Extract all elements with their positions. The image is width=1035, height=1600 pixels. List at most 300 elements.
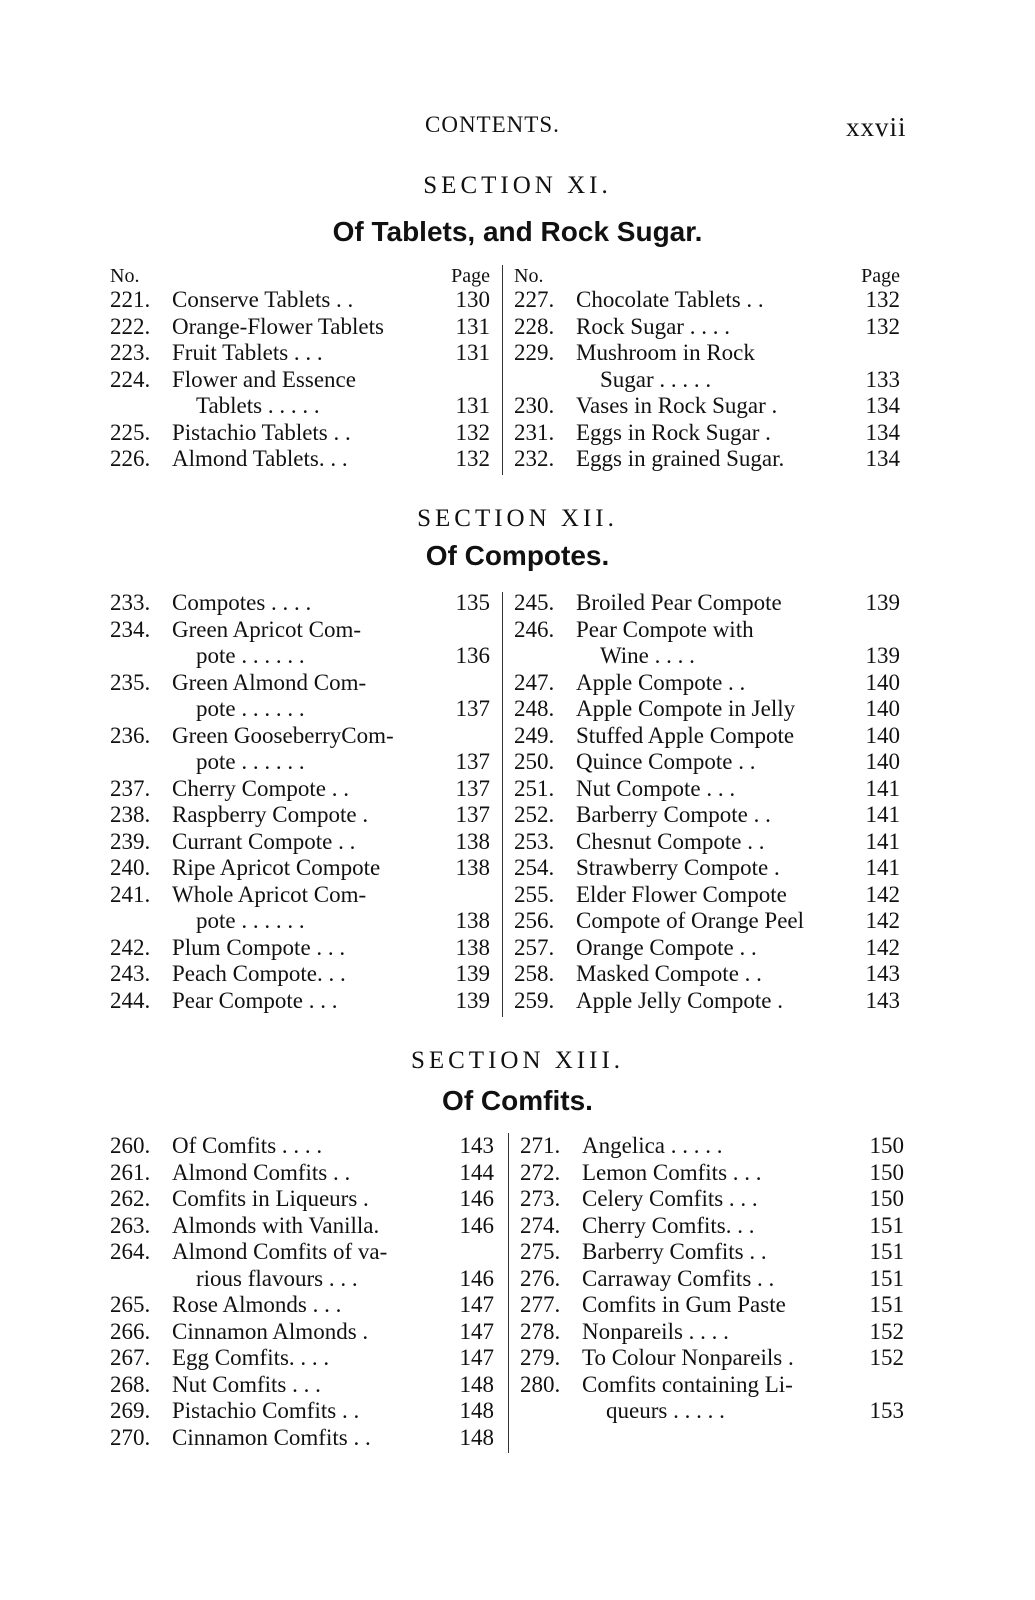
entry-page: 143 (459, 1133, 494, 1158)
entry-page: 141 (865, 828, 900, 854)
entry-number: 260. (110, 1133, 151, 1158)
toc-entry (514, 420, 900, 447)
entry-number: 237. (110, 775, 151, 801)
entry-title: Eggs in grained Sugar. (576, 446, 785, 471)
entry-title: Apple Jelly Compote . (576, 987, 783, 1013)
toc-entry (110, 590, 490, 617)
entry-number: 236. (110, 722, 151, 748)
toc-entry-line (110, 287, 490, 314)
entry-number: 247. (514, 669, 555, 695)
entry-title: Angelica . . . . . (582, 1133, 723, 1158)
entry-title: Orange-Flower Tablets (172, 313, 384, 339)
entry-title: Barberry Compote . . (576, 802, 771, 827)
toc-column-left (110, 265, 490, 473)
entry-number: 255. (514, 881, 555, 907)
toc-entry (110, 1133, 494, 1160)
toc-entry-line (514, 446, 900, 473)
toc-entry-line (520, 1213, 904, 1240)
toc-entry-line (110, 643, 490, 670)
toc-entry-line (110, 367, 490, 394)
toc-entry-line (514, 393, 900, 420)
toc-entry (110, 340, 490, 367)
toc-entry (110, 829, 490, 856)
toc-entry (110, 1372, 494, 1399)
entry-title: Cinnamon Comfits . . (172, 1424, 371, 1450)
entry-title: Flower and Essence (172, 366, 356, 392)
running-head-title: CONTENTS. (425, 112, 560, 137)
entry-page: 141 (865, 855, 900, 880)
section-title: Of Tablets, and Rock Sugar. (332, 216, 703, 247)
column-header (514, 265, 900, 287)
toc-entry-line (514, 723, 900, 750)
toc-entry-line (110, 670, 490, 697)
entry-number: 279. (520, 1345, 561, 1370)
toc-entry (110, 287, 490, 314)
toc-entry-line (514, 340, 900, 367)
entry-page: 134 (865, 393, 900, 418)
entry-page: 134 (865, 446, 900, 471)
toc-entry-line (110, 340, 490, 367)
toc-entry-line (514, 643, 900, 670)
toc-entry (110, 670, 490, 723)
entry-title: Celery Comfits . . . (582, 1186, 758, 1211)
toc-entry-line (520, 1398, 904, 1425)
entry-number: 277. (520, 1292, 561, 1317)
entry-number: 265. (110, 1292, 151, 1317)
toc-entry-line (520, 1372, 904, 1399)
toc-entry-line (514, 882, 900, 909)
entry-page: 151 (869, 1239, 904, 1264)
toc-entry-line (110, 776, 490, 803)
entry-page: 148 (459, 1371, 494, 1397)
toc-entry-line (514, 855, 900, 882)
toc-entry (520, 1160, 904, 1187)
entry-title: Conserve Tablets . . (172, 287, 354, 312)
toc-entry-line (514, 617, 900, 644)
entry-title: Fruit Tablets . . . (172, 340, 323, 365)
entry-page: 152 (869, 1345, 904, 1370)
toc-entry (110, 1398, 494, 1425)
entry-title: Pear Compote . . . (172, 987, 338, 1013)
entry-number: 245. (514, 590, 555, 615)
entry-page: 138 (455, 908, 490, 933)
entry-number: 267. (110, 1345, 151, 1370)
toc-entry-line (110, 1133, 494, 1160)
entry-page: 142 (865, 881, 900, 907)
entry-title: Comfits in Gum Paste (582, 1292, 786, 1317)
entry-page: 147 (459, 1318, 494, 1344)
entry-number: 231. (514, 419, 555, 445)
entry-title: Almonds with Vanilla. (172, 1212, 380, 1238)
toc-entry-line (514, 908, 900, 935)
toc-entry-line (110, 420, 490, 447)
entry-number: 262. (110, 1186, 151, 1211)
entry-page: 148 (459, 1398, 494, 1423)
entry-page: 142 (865, 908, 900, 933)
entry-number: 230. (514, 393, 555, 418)
entry-title: Chesnut Compote . . (576, 828, 765, 854)
toc-entry (514, 802, 900, 829)
entry-title: Rose Almonds . . . (172, 1292, 342, 1317)
entry-number: 280. (520, 1371, 561, 1397)
entry-page: 132 (865, 313, 900, 339)
toc-entry (520, 1239, 904, 1266)
toc-entry (110, 776, 490, 803)
entry-title: Almond Comfits . . (172, 1159, 351, 1185)
page-number: xxvii (846, 112, 907, 142)
entry-page: 133 (865, 366, 900, 392)
entry-page: 142 (865, 934, 900, 960)
toc-entry-line (110, 988, 490, 1015)
entry-number: 234. (110, 616, 151, 642)
entry-page: 151 (869, 1292, 904, 1317)
entry-page: 140 (865, 749, 900, 774)
toc-entry-line (110, 696, 490, 723)
entry-page: 139 (455, 987, 490, 1013)
toc-entry (520, 1319, 904, 1346)
entry-page: 147 (459, 1345, 494, 1370)
entry-page: 135 (455, 590, 490, 615)
entry-page: 131 (455, 313, 490, 339)
entry-title: Green GooseberryCom- (172, 722, 394, 748)
entry-page: 137 (455, 696, 490, 721)
entry-page: 136 (455, 643, 490, 668)
toc-entry-line (110, 1425, 494, 1452)
entry-number: 222. (110, 313, 151, 339)
entry-title: Carraway Comfits . . (582, 1265, 775, 1291)
entry-page: 138 (455, 855, 490, 880)
toc-entry (520, 1292, 904, 1319)
entry-page: 151 (869, 1265, 904, 1291)
entry-title: Green Apricot Com- (172, 616, 362, 642)
entry-title: Green Almond Com- (172, 669, 367, 695)
entry-page: 141 (865, 775, 900, 801)
entry-number: 246. (514, 616, 555, 642)
entry-page: 153 (869, 1398, 904, 1423)
toc-entry (514, 287, 900, 314)
entry-page: 138 (455, 828, 490, 854)
toc-entry (110, 1425, 494, 1452)
entry-title: pote . . . . . . (196, 749, 305, 774)
toc-entry-line (110, 314, 490, 341)
toc-entry (514, 393, 900, 420)
entry-number: 243. (110, 961, 151, 986)
entry-number: 274. (520, 1212, 561, 1238)
entry-number: 249. (514, 722, 555, 748)
toc-entry-line (110, 1213, 494, 1240)
entry-title: Mushroom in Rock (576, 340, 755, 365)
entry-page: 139 (865, 643, 900, 668)
toc-entry (110, 723, 490, 776)
toc-entry-line (110, 590, 490, 617)
toc-entry (520, 1133, 904, 1160)
entry-page: 143 (865, 961, 900, 986)
entry-title: Ripe Apricot Compote (172, 855, 381, 880)
toc-entry (110, 367, 490, 420)
column-divider (508, 1133, 509, 1453)
entry-title: Cherry Comfits. . . (582, 1212, 755, 1238)
toc-entry (514, 855, 900, 882)
toc-entry (110, 446, 490, 473)
entry-page: 152 (869, 1318, 904, 1344)
toc-entry-line (520, 1292, 904, 1319)
entry-page: 137 (455, 802, 490, 827)
entry-title: pote . . . . . . (196, 696, 305, 721)
entry-title: Barberry Comfits . . (582, 1239, 767, 1264)
entry-title: Peach Compote. . . (172, 961, 346, 986)
toc-entry (110, 935, 490, 962)
entry-title: Sugar . . . . . (600, 366, 712, 392)
toc-entry (110, 1319, 494, 1346)
toc-entry-line (110, 1398, 494, 1425)
toc-entry-line (514, 590, 900, 617)
toc-entry (110, 1239, 494, 1292)
toc-entry-line (520, 1160, 904, 1187)
toc-entry-line (110, 935, 490, 962)
toc-entry-line (520, 1266, 904, 1293)
entry-number: 253. (514, 828, 555, 854)
toc-entry-line (520, 1133, 904, 1160)
entry-number: 263. (110, 1212, 151, 1238)
toc-entry (514, 696, 900, 723)
toc-entry-line (110, 882, 490, 909)
toc-entry (520, 1213, 904, 1240)
toc-entry (514, 935, 900, 962)
entry-page: 141 (865, 802, 900, 827)
entry-title: rious flavours . . . (196, 1265, 358, 1291)
entry-page: 140 (865, 722, 900, 748)
toc-entry-line (514, 314, 900, 341)
toc-entry-line (110, 1319, 494, 1346)
entry-page: 131 (455, 393, 490, 418)
toc-entry-line (110, 1372, 494, 1399)
entry-number: 258. (514, 961, 555, 986)
toc-entry-line (110, 1239, 494, 1266)
entry-number: 229. (514, 340, 555, 365)
entry-page: 148 (459, 1424, 494, 1450)
toc-entry (514, 988, 900, 1015)
toc-entry-line (110, 1345, 494, 1372)
entry-number: 248. (514, 696, 555, 721)
entry-number: 228. (514, 313, 555, 339)
entry-number: 235. (110, 669, 151, 695)
entry-number: 232. (514, 446, 555, 471)
toc-entry (514, 882, 900, 909)
entry-number: 278. (520, 1318, 561, 1344)
column-divider (502, 592, 503, 1017)
toc-entry-line (514, 802, 900, 829)
toc-entry (110, 1292, 494, 1319)
toc-entry-line (110, 829, 490, 856)
entry-title: Almond Tablets. . . (172, 446, 348, 471)
toc-entry (520, 1372, 904, 1425)
entry-page: 140 (865, 669, 900, 695)
entry-page: 134 (865, 419, 900, 445)
header-page: Page (861, 265, 900, 287)
entry-page: 137 (455, 775, 490, 801)
entry-page: 139 (455, 961, 490, 986)
toc-column-left (110, 1133, 494, 1451)
toc-entry-line (514, 749, 900, 776)
toc-entry (110, 988, 490, 1015)
toc-entry-line (514, 696, 900, 723)
entry-page: 132 (455, 419, 490, 445)
toc-entry (514, 670, 900, 697)
toc-entry-line (514, 829, 900, 856)
toc-entry (514, 340, 900, 393)
toc-entry-line (520, 1186, 904, 1213)
entry-page: 132 (865, 287, 900, 312)
entry-title: Whole Apricot Com- (172, 881, 367, 907)
entry-number: 273. (520, 1186, 561, 1211)
toc-entry-line (520, 1319, 904, 1346)
entry-page: 146 (459, 1186, 494, 1211)
toc-entry (514, 590, 900, 617)
entry-title: Apple Compote . . (576, 669, 746, 695)
entry-page: 150 (869, 1186, 904, 1211)
entry-number: 233. (110, 590, 151, 615)
toc-entry-line (110, 723, 490, 750)
entry-title: Stuffed Apple Compote (576, 722, 795, 748)
entry-number: 223. (110, 340, 151, 365)
entry-number: 261. (110, 1159, 151, 1185)
toc-entry-line (110, 446, 490, 473)
entry-page: 137 (455, 749, 490, 774)
entry-title: Raspberry Compote . (172, 802, 369, 827)
entry-number: 269. (110, 1398, 151, 1423)
entry-page: 143 (865, 987, 900, 1013)
toc-entry (110, 420, 490, 447)
entry-number: 227. (514, 287, 555, 312)
entry-number: 272. (520, 1159, 561, 1185)
entry-title: Compote of Orange Peel (576, 908, 805, 933)
entry-page: 146 (459, 1212, 494, 1238)
toc-entry-line (110, 961, 490, 988)
running-head (0, 112, 1035, 142)
toc-entry-line (110, 1160, 494, 1187)
entry-title: Comfits containing Li- (582, 1371, 793, 1397)
entry-title: pote . . . . . . (196, 908, 305, 933)
entry-title: Cherry Compote . . (172, 775, 349, 801)
entry-number: 250. (514, 749, 555, 774)
toc-entry (110, 617, 490, 670)
entry-title: Elder Flower Compote (576, 881, 787, 907)
toc-entry (520, 1266, 904, 1293)
entry-page: 130 (455, 287, 490, 312)
entry-number: 225. (110, 419, 151, 445)
entry-page: 131 (455, 340, 490, 365)
entry-page: 139 (865, 590, 900, 615)
entry-title: Nut Comfits . . . (172, 1371, 321, 1397)
entry-number: 239. (110, 828, 151, 854)
entry-title: Plum Compote . . . (172, 934, 346, 960)
entry-title: Almond Comfits of va- (172, 1239, 388, 1264)
entry-title: Quince Compote . . (576, 749, 756, 774)
entry-number: 240. (110, 855, 151, 880)
entry-title: Of Comfits . . . . (172, 1133, 323, 1158)
toc-entry-line (514, 961, 900, 988)
entry-title: Vases in Rock Sugar . (576, 393, 778, 418)
entry-number: 270. (110, 1424, 151, 1450)
entry-page: 146 (459, 1265, 494, 1291)
entry-number: 252. (514, 802, 555, 827)
toc-entry (514, 776, 900, 803)
entry-number: 254. (514, 855, 555, 880)
entry-number: 242. (110, 934, 151, 960)
toc-entry (514, 961, 900, 988)
entry-title: Eggs in Rock Sugar . (576, 419, 771, 445)
toc-entry-line (110, 802, 490, 829)
toc-column-right (520, 1133, 904, 1425)
toc-entry (110, 1186, 494, 1213)
toc-entry (110, 1160, 494, 1187)
entry-number: 266. (110, 1318, 151, 1344)
toc-entry (514, 617, 900, 670)
entry-title: Strawberry Compote . (576, 855, 780, 880)
entry-title: Wine . . . . (600, 643, 695, 668)
entry-title: Apple Compote in Jelly (576, 696, 796, 721)
entry-number: 251. (514, 775, 555, 801)
entry-number: 241. (110, 881, 151, 907)
toc-entry (110, 882, 490, 935)
header-no: No. (514, 265, 544, 287)
toc-entry (514, 446, 900, 473)
toc-entry (110, 855, 490, 882)
toc-entry-line (110, 855, 490, 882)
entry-number: 226. (110, 446, 151, 471)
header-no: No. (110, 265, 140, 287)
entry-title: Pear Compote with (576, 616, 754, 642)
toc-entry-line (514, 935, 900, 962)
entry-number: 244. (110, 987, 151, 1013)
entry-number: 256. (514, 908, 555, 933)
entry-title: pote . . . . . . (196, 643, 305, 668)
entry-title: Nonpareils . . . . (582, 1318, 729, 1344)
toc-entry-line (514, 776, 900, 803)
entry-title: Currant Compote . . (172, 828, 356, 854)
toc-entry-line (110, 393, 490, 420)
toc-entry-line (520, 1345, 904, 1372)
toc-entry (110, 802, 490, 829)
toc-entry (110, 314, 490, 341)
toc-entry-line (514, 670, 900, 697)
toc-entry-line (110, 1266, 494, 1293)
entry-page: 150 (869, 1159, 904, 1185)
entry-page: 150 (869, 1133, 904, 1158)
entry-title: Lemon Comfits . . . (582, 1159, 762, 1185)
entry-page: 151 (869, 1212, 904, 1238)
toc-entry-line (110, 908, 490, 935)
toc-entry-line (514, 287, 900, 314)
header-page: Page (451, 265, 490, 287)
toc-entry (110, 1213, 494, 1240)
toc-entry (514, 723, 900, 750)
entry-title: To Colour Nonpareils . (582, 1345, 794, 1370)
entry-number: 268. (110, 1371, 151, 1397)
toc-entry-line (110, 1186, 494, 1213)
entry-title: Nut Compote . . . (576, 775, 736, 801)
entry-page: 132 (455, 446, 490, 471)
toc-entry-line (110, 1292, 494, 1319)
toc-entry-line (514, 420, 900, 447)
section-label: SECTION XII. (417, 505, 618, 532)
toc-entry (110, 1345, 494, 1372)
entry-title: Pistachio Comfits . . (172, 1398, 360, 1423)
entry-number: 221. (110, 287, 151, 312)
entry-number: 271. (520, 1133, 561, 1158)
toc-column-right (514, 590, 900, 1014)
toc-entry-line (514, 988, 900, 1015)
